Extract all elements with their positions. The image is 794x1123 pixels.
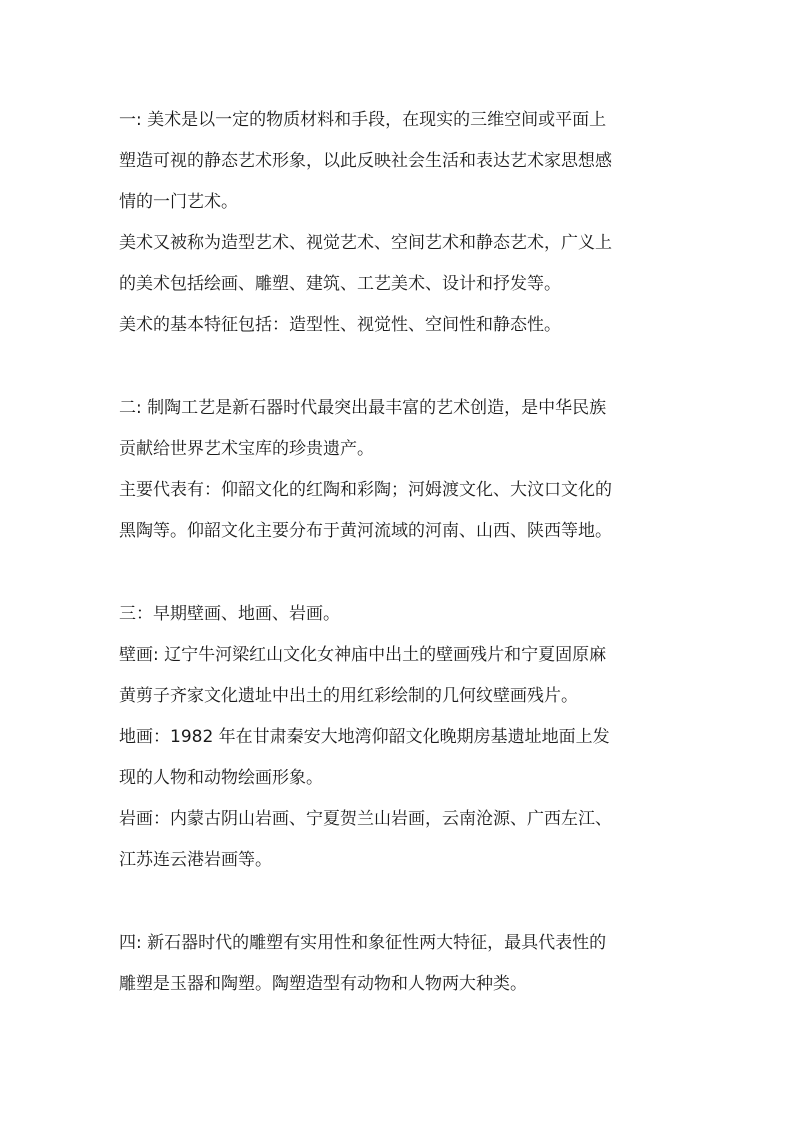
text-line: 塑造可视的静态艺术形象，以此反映社会生活和表达艺术家思想感 — [119, 151, 612, 171]
text-line: 一: 美术是以一定的物质材料和手段，在现实的三维空间或平面上 — [119, 110, 607, 130]
text-line: 黑陶等。仰韶文化主要分布于黄河流域的河南、山西、陕西等地。 — [119, 521, 612, 541]
text-line: 的美术包括绘画、雕塑、建筑、工艺美术、设计和抒发等。 — [119, 274, 561, 294]
section-spacer — [119, 552, 675, 594]
section-two — [119, 388, 675, 552]
text-line: 主要代表有：仰韶文化的红陶和彩陶；河姆渡文化、大汶口文化的 — [119, 480, 612, 500]
text-line: 黄剪子齐家文化遗址中出土的用红彩绘制的几何纹壁画残片。 — [119, 686, 578, 706]
text-line: 二: 制陶工艺是新石器时代最突出最丰富的艺术创造，是中华民族 — [119, 398, 607, 418]
text-line: 现的人物和动物绘画形象。 — [119, 768, 323, 788]
text-line: 美术的基本特征包括：造型性、视觉性、空间性和静态性。 — [119, 315, 561, 335]
section-one — [119, 100, 675, 346]
section-spacer — [119, 346, 675, 388]
text-line: 壁画: 辽宁牛河梁红山文化女神庙中出土的壁画残片和宁夏固原麻 — [119, 645, 607, 665]
text-line: 三：早期壁画、地画、岩画。 — [119, 604, 340, 624]
text-line: 江苏连云港岩画等。 — [119, 850, 272, 870]
text-line: 岩画：内蒙古阴山岩画、宁夏贺兰山岩画，云南沧源、广西左江、 — [119, 809, 612, 829]
text-line: 美术又被称为造型艺术、视觉艺术、空间艺术和静态艺术，广义上 — [119, 233, 612, 253]
section-four — [119, 923, 675, 1005]
section-three — [119, 594, 675, 881]
section-spacer — [119, 881, 675, 923]
text-line: 贡献给世界艺术宝库的珍贵遗产。 — [119, 439, 374, 459]
document-page — [119, 100, 675, 1005]
text-line: 地画：1982 年在甘肃秦安大地湾仰韶文化晚期房基遗址地面上发 — [119, 727, 610, 747]
text-line: 情的一门艺术。 — [119, 192, 238, 212]
text-line: 四: 新石器时代的雕塑有实用性和象征性两大特征，最具代表性的 — [119, 933, 607, 953]
text-line: 雕塑是玉器和陶塑。陶塑造型有动物和人物两大种类。 — [119, 974, 527, 994]
